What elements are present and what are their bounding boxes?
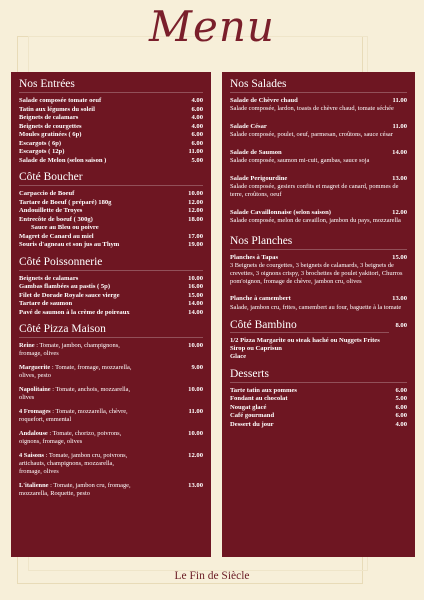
item-price: 17.00 <box>188 232 203 240</box>
item-name: 4 Saisons <box>19 452 45 459</box>
list-item <box>230 395 407 404</box>
item-price: 13.00 <box>392 175 407 182</box>
item-name: Salade de Chèvre chaud <box>230 97 298 104</box>
list-item <box>19 233 203 242</box>
item-desc: : Tomate, jambon cru, fromage, <box>48 481 131 489</box>
list-item <box>19 364 203 380</box>
item-name: Escargots ( 6p) <box>19 139 62 147</box>
item-name: Dessert du jour <box>230 420 274 428</box>
list-item <box>230 387 407 396</box>
boucher-list <box>19 190 203 250</box>
section-title-planches: Nos Planches <box>230 235 407 250</box>
item-price: 11.00 <box>188 408 203 415</box>
list-item <box>230 175 407 199</box>
item-name: Tartare de Boeuf ( préparé) 180g <box>19 198 112 206</box>
item-price: 12.00 <box>188 198 203 206</box>
item-price: 11.00 <box>392 123 407 130</box>
item-price: 4.00 <box>191 114 203 121</box>
item-price: 12.00 <box>392 208 407 216</box>
item-name: Planche à camembert <box>230 295 291 303</box>
list-item <box>19 190 203 199</box>
item-name: Fondant au chocolat <box>230 395 288 402</box>
bambino-price: 8.00 <box>395 322 407 330</box>
item-name: Glace <box>230 353 247 361</box>
list-item <box>19 386 203 402</box>
list-item <box>230 404 407 413</box>
item-name: Gambas flambées au pastis ( 5p) <box>19 283 111 290</box>
item-name: Reine <box>19 342 35 349</box>
item-name: Napolitaine <box>19 386 51 393</box>
poissonnerie-list <box>19 275 203 318</box>
item-name: Salade Cavaillonnaise (selon saison) <box>230 208 331 216</box>
list-item <box>19 300 203 309</box>
item-price: 4.00 <box>395 420 407 428</box>
item-name: Magret de Canard au miel <box>19 232 94 240</box>
section-title-poissonnerie: Côté Poissonnerie <box>19 256 203 271</box>
item-price: 10.00 <box>188 274 203 282</box>
item-price: 4.00 <box>191 122 203 130</box>
item-price: 11.00 <box>188 148 203 155</box>
item-price: 15.00 <box>188 291 203 299</box>
item-price: 10.00 <box>188 430 203 437</box>
item-desc: : Tomate, mozzarella, chèvre, <box>50 408 128 415</box>
list-item <box>19 241 203 250</box>
section-title-bambino: Côté Bambino <box>230 321 389 333</box>
item-price: 13.00 <box>188 481 203 489</box>
list-item <box>230 412 407 421</box>
item-name: Tatin aux légumes du soleil <box>19 105 95 113</box>
section-title-pizza: Côté Pizza Maison <box>19 323 203 338</box>
item-price: 10.00 <box>188 386 203 393</box>
item-price: 14.00 <box>188 308 203 316</box>
section-title-boucher: Côté Boucher <box>19 171 203 186</box>
item-name: L'italienne <box>19 481 49 489</box>
item-desc: Salade, jambon cru, frites, camembert au four, baguette à la tomate <box>230 303 402 311</box>
item-price: 15.00 <box>392 253 407 261</box>
item-desc: : Tomate, chorizo, poivrons, <box>47 430 122 437</box>
item-desc: Salade composée, saumon mi-cuit, gambas, sauce soja <box>230 157 370 165</box>
item-desc: olives, pesto <box>19 372 51 380</box>
item-price: 12.00 <box>188 452 203 459</box>
list-item <box>19 199 203 208</box>
list-item <box>19 140 203 149</box>
list-item <box>230 209 407 225</box>
item-desc: olives <box>19 394 35 402</box>
right-panel <box>222 72 415 557</box>
item-price: 6.00 <box>395 403 407 411</box>
list-item <box>19 148 203 157</box>
item-desc: : Tomate, jambon cru, poivrons, <box>44 452 128 459</box>
item-desc: : Tomate, anchois, mozzarella, <box>50 386 131 393</box>
list-item <box>19 283 203 292</box>
item-name: Filet de Dorade Royale sauce vierge <box>19 291 120 299</box>
list-item <box>19 452 203 476</box>
list-item <box>19 207 203 216</box>
list-item <box>19 157 203 166</box>
salades-list <box>230 97 407 225</box>
item-price: 5.00 <box>395 395 407 402</box>
item-price: 16.00 <box>188 283 203 290</box>
list-item <box>230 97 407 113</box>
item-name: Salade de Melon (selon saison ) <box>19 156 107 164</box>
item-price: 18.00 <box>188 215 203 223</box>
menu-title: Menu <box>149 2 275 51</box>
list-item <box>19 131 203 140</box>
desserts-list <box>230 387 407 430</box>
item-price: 6.00 <box>395 386 407 394</box>
list-item <box>19 482 203 498</box>
list-item <box>19 123 203 132</box>
item-desc: fromage, olives <box>19 468 59 475</box>
item-name: Andouillette de Troyes <box>19 207 83 214</box>
item-price: 9.00 <box>191 364 203 371</box>
item-price: 14.00 <box>392 149 407 156</box>
list-item <box>19 408 203 424</box>
item-desc: : Tomate, jambon, champignons, <box>34 342 120 349</box>
list-item <box>230 123 407 139</box>
list-item <box>19 97 203 106</box>
item-name: Andalouse <box>19 430 48 437</box>
list-item <box>19 106 203 115</box>
entrees-list <box>19 97 203 165</box>
item-name: Beignets de courgettes <box>19 122 82 130</box>
item-desc: Salade composée, poulet, oeuf, parmesan, croûtons, sauce césar <box>230 131 393 139</box>
item-price: 10.00 <box>188 342 203 349</box>
pizza-list <box>19 342 203 498</box>
list-item <box>19 114 203 123</box>
item-desc: 3 Beignets de courgettes, 3 beignets de calamards, 3 beignets de crevettes, 3 oignons crispy, 3 brochettes de poulet yakitori, Churros pom'oignon, fromage de chèvre, jambon cru, olives <box>230 262 403 285</box>
item-name: Souris d'agneau et son jus au Thym <box>19 241 120 248</box>
item-name: Planches à Tapas <box>230 253 279 261</box>
item-name: Carpaccio de Boeuf <box>19 190 75 197</box>
list-item <box>19 342 203 358</box>
section-title-entrees: Nos Entrées <box>19 78 203 93</box>
planches-list <box>230 254 407 312</box>
list-item <box>230 295 407 311</box>
item-price: 12.00 <box>188 207 203 214</box>
item-name: Beignets de calamars <box>19 114 79 121</box>
item-desc: Salade composée, lardon, toasts de chèvre chaud, tomate séchée <box>230 105 394 113</box>
item-name: Nougat glacé <box>230 403 267 411</box>
item-price: 13.00 <box>392 295 407 303</box>
section-title-salades: Nos Salades <box>230 78 407 93</box>
list-item <box>230 421 407 430</box>
item-price: 6.00 <box>191 139 203 147</box>
list-item <box>19 309 203 318</box>
list-item <box>230 254 407 286</box>
item-name: Salade César <box>230 123 267 130</box>
item-name: Entrecôte de boeuf ( 300g) <box>19 215 93 223</box>
item-desc: Salade composée, gesiers confits et magret de canard, pommes de terre, croûtons, oeuf <box>230 183 399 198</box>
item-name: Beignets de calamars <box>19 274 79 282</box>
bambino-list <box>230 337 407 362</box>
item-desc: mozzarella, Roquette, pesto <box>19 490 90 497</box>
item-price: 4.00 <box>191 97 203 104</box>
item-price: 10.00 <box>188 190 203 197</box>
item-name: Salade de Saumon <box>230 149 282 156</box>
item-desc: roquefort, emmental <box>19 416 72 424</box>
item-name: 4 Fromages <box>19 408 51 415</box>
list-item <box>230 149 407 165</box>
item-price: 14.00 <box>188 300 203 307</box>
item-price: 11.00 <box>392 97 407 104</box>
item-name: Café gourmand <box>230 412 275 419</box>
section-title-desserts: Desserts <box>230 368 407 383</box>
left-panel <box>11 72 211 557</box>
item-name: Tarte tatin aux pommes <box>230 386 297 394</box>
list-item <box>19 275 203 284</box>
item-desc: Salade composée, melon de cavaillon, jambon du pays, mozzarella <box>230 217 401 224</box>
item-name: Salade composée tomate oeuf <box>19 97 102 104</box>
item-name: Salade Perigourdine <box>230 175 288 182</box>
item-name: Pavé de saumon à la crème de poireaux <box>19 308 130 316</box>
item-price: 6.00 <box>395 412 407 419</box>
item-price: 5.00 <box>191 156 203 164</box>
item-desc: artichauts, champignons, mozzarella, <box>19 460 114 468</box>
list-item <box>19 216 203 225</box>
item-name: Escargots ( 12p) <box>19 148 65 155</box>
item-name: Moules gratinées ( 6p) <box>19 131 82 138</box>
item-price: 6.00 <box>191 131 203 138</box>
bambino-header <box>230 321 407 337</box>
item-name: Tartare de saumon <box>19 300 73 307</box>
item-price: 19.00 <box>188 241 203 248</box>
item-desc: fromage, olives <box>19 350 59 358</box>
list-item <box>19 292 203 301</box>
item-price: 6.00 <box>191 105 203 113</box>
item-name: Marguerite <box>19 364 51 371</box>
item-name: 1/2 Pizza Margarite ou steak haché ou Nuggets Frites <box>230 336 380 344</box>
item-name: Sauce au Bleu ou poivre <box>31 224 99 231</box>
item-desc: oignons, fromage, olives <box>19 438 83 446</box>
item-desc: : Tomate, fromage, mozzarella, <box>50 364 132 371</box>
list-item <box>19 224 203 233</box>
list-item <box>19 430 203 446</box>
item-name: Sirop ou Caprisun <box>230 345 282 353</box>
restaurant-name-footer: Le Fin de Siècle <box>174 570 250 582</box>
